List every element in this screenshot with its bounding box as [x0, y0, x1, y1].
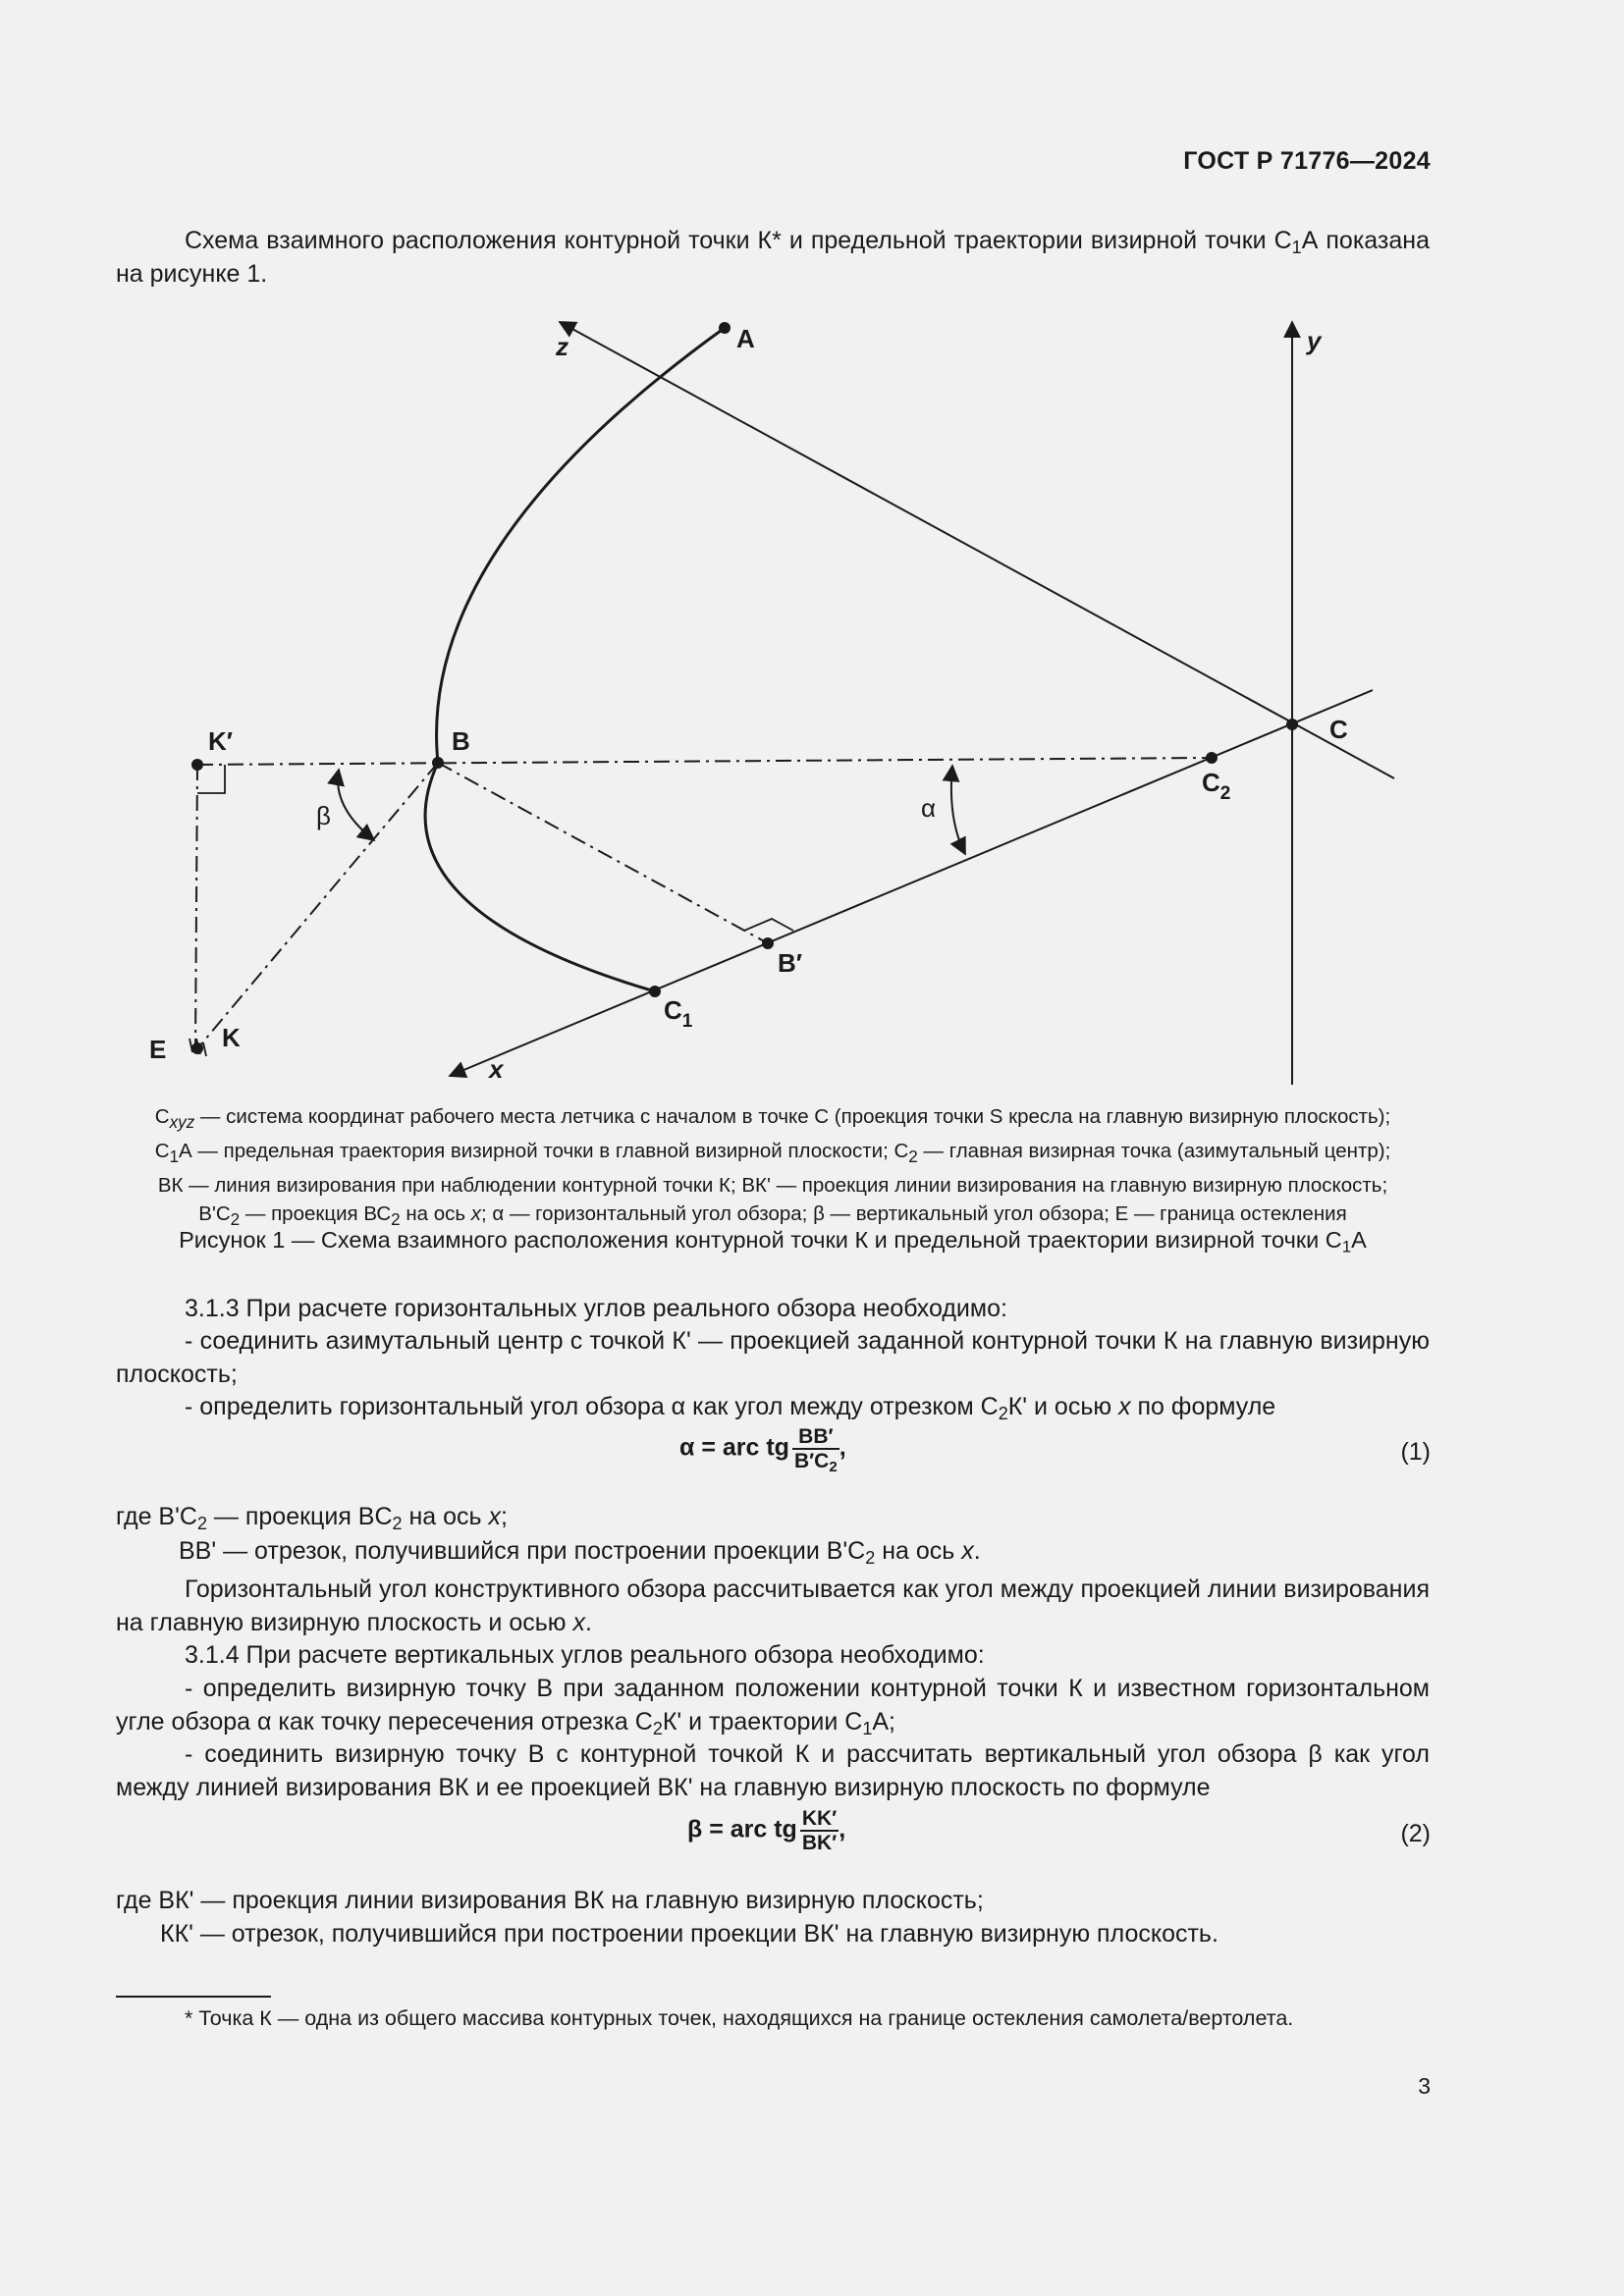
point-k	[191, 1042, 203, 1054]
right-angle-kprime	[197, 765, 225, 793]
figure-legend	[116, 1102, 1430, 1234]
page-number: 3	[1418, 2073, 1431, 2099]
figure-diagram	[0, 0, 1624, 1099]
label-k: K	[222, 1023, 241, 1052]
point-c	[1286, 719, 1298, 730]
right-angle-bprime	[744, 919, 793, 931]
formula-1-fraction: $\frac{BB'}{B'C_2}$	[793, 1425, 838, 1476]
section-313-heading: 3.1.3 При расчете горизонтальных углов реального обзора необходимо:	[185, 1295, 1007, 1322]
formula-2: β = arc tg $\frac{KK'}{BK'}$ ,	[687, 1807, 846, 1854]
label-c: C	[1329, 715, 1348, 744]
line-kprime-c2	[197, 758, 1212, 765]
beta-arc	[338, 770, 374, 840]
label-e: E	[149, 1035, 167, 1064]
formula-1: α = arc tg $\frac{BB'}{B'C_2}$ ,	[679, 1425, 846, 1476]
line-kprime-k	[195, 765, 197, 1048]
legend-line-3: ВК — линия визирования при наблюдении контурной точки К; ВК' — проекция линии визирования на главную визирную плоскость;	[157, 1174, 1388, 1198]
footnote-rule	[116, 1996, 271, 1998]
point-bprime	[762, 937, 774, 949]
intro-paragraph: Схема взаимного расположения контурной точки К* и предельной траектории визирной точки $С_1А$ показана на рисунке 1.	[116, 227, 1430, 288]
label-c1: $C_1$	[664, 995, 693, 1032]
where-1-line-2: BB' — отрезок, получившийся при построении проекции $B'C_2$ на ось x.	[179, 1537, 981, 1569]
trajectory-curve	[425, 328, 725, 991]
document-header-id: ГОСТ Р 71776—2024	[1183, 147, 1431, 175]
where-1-line-1: где $B'C_2$ — проекция $BC_2$ на ось x;	[116, 1503, 508, 1534]
footnote: * Точка К — одна из общего массива контурных точек, находящихся на границе остекления самолета/вертолета.	[185, 2006, 1294, 2030]
label-x: x	[489, 1054, 504, 1084]
section-314-item2: - соединить визирную точку В с контурной точкой К и рассчитать вертикальный угол обзора β как угол между линией визирования ВК и ее проекцией ВК' на главную визирную плоскость по формуле	[116, 1740, 1430, 1801]
formula-2-number: (2)	[1400, 1820, 1431, 1847]
section-314-item1: - определить визирную точку В при заданном положении контурной точки К и известном горизонтальном угле обзора α как точку пересечения отрезка $С_2К'$ и траектории $С_1А$;	[116, 1675, 1430, 1739]
label-y: y	[1307, 326, 1322, 355]
label-z: z	[556, 332, 568, 361]
point-b	[432, 757, 444, 769]
point-c2	[1206, 752, 1218, 764]
label-c2: $C_2$	[1202, 768, 1231, 804]
section-313-item1: - соединить азимутальный центр с точкой К' — проекцией заданной контурной точки К на главную визирную плоскость;	[116, 1327, 1430, 1388]
legend-line-4: $В'С_2$ — проекция $ВС_2$ на ось x; α — горизонтальный угол обзора; β — вертикальный угол обзора; Е — граница остекления	[198, 1202, 1347, 1230]
label-bprime: B′	[778, 948, 803, 978]
label-alpha: α	[921, 793, 937, 823]
alpha-arc	[951, 766, 965, 854]
point-a	[719, 322, 731, 334]
z-axis	[560, 322, 1394, 778]
label-kprime: K′	[208, 726, 234, 756]
legend-line-1: $С_{xyz}$ — система координат рабочего места летчика с началом в точке С (проекция точки S кресла на главную визирную плоскость);	[154, 1105, 1391, 1133]
label-b: B	[452, 726, 470, 756]
section-313-item2: - определить горизонтальный угол обзора α как угол между отрезком $С_2К'$ и осью x по формуле	[185, 1393, 1276, 1424]
x-axis	[450, 690, 1373, 1076]
section-314-heading: 3.1.4 При расчете вертикальных углов реального обзора необходимо:	[185, 1641, 985, 1669]
point-kprime	[191, 759, 203, 771]
formula-1-number: (1)	[1400, 1438, 1431, 1466]
formula-2-fraction: $\frac{KK'}{BK'}$	[801, 1807, 838, 1854]
constructive-paragraph: Горизонтальный угол конструктивного обзора рассчитывается как угол между проекцией линии визирования на главную визирную плоскость и осью x.	[116, 1575, 1430, 1636]
where-2-line-2: КК' — отрезок, получившийся при построении проекции ВК' на главную визирную плоскость.	[160, 1920, 1218, 1948]
where-2-line-1: где ВК' — проекция линии визирования ВК на главную визирную плоскость;	[116, 1887, 984, 1914]
label-beta: β	[316, 801, 331, 830]
legend-line-2: $С_1А$ — предельная траектория визирной точки в главной визирной плоскости; $С_2$ — главная визирная точка (азимутальный центр);	[154, 1140, 1391, 1167]
figure-title: Рисунок 1 — Схема взаимного расположения контурной точки К и предельной траектории визирной точки $С_1А$	[179, 1227, 1367, 1256]
point-c1	[649, 986, 661, 997]
label-a: A	[736, 324, 755, 353]
